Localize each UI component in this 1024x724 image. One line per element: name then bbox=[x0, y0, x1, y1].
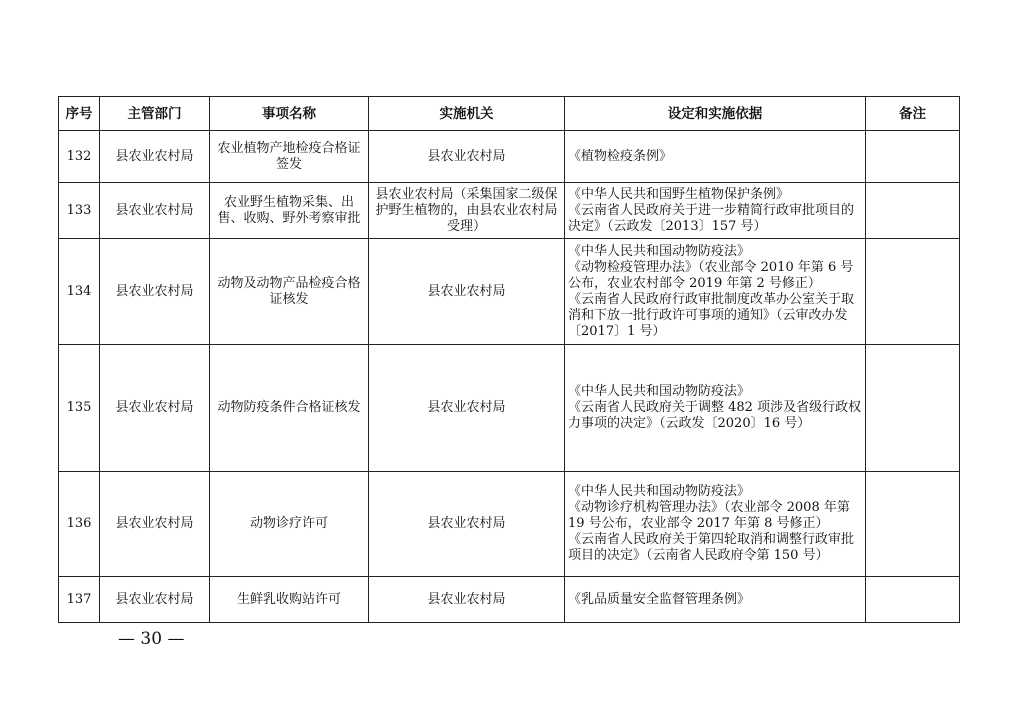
row-seq: 137 bbox=[59, 577, 100, 623]
header-dept: 主管部门 bbox=[100, 97, 210, 131]
row-agency: 县农业农村局 bbox=[369, 472, 565, 577]
row-item: 动物防疫条件合格证核发 bbox=[210, 345, 369, 472]
row-basis bbox=[565, 183, 866, 239]
basis-line: 《中华人民共和国动物防疫法》 bbox=[568, 384, 751, 399]
basis-line: 《云南省人民政府关于进一步精简行政审批项目的决定》（云政发〔2013〕157 号） bbox=[568, 202, 855, 234]
row-item: 生鲜乳收购站许可 bbox=[210, 577, 369, 623]
row-seq: 135 bbox=[59, 345, 100, 472]
row-basis bbox=[565, 577, 866, 623]
basis-line: 《云南省人民政府关于调整 482 项涉及省级行政权力事项的决定》（云政发〔2020〕16 号） bbox=[568, 400, 862, 431]
row-dept: 县农业农村局 bbox=[100, 239, 210, 345]
row-item: 动物诊疗许可 bbox=[210, 472, 369, 577]
approval-items-table bbox=[58, 96, 960, 623]
row-seq: 134 bbox=[59, 239, 100, 345]
basis-line: 《中华人民共和国野生植物保护条例》 bbox=[568, 186, 790, 202]
basis-line: 《云南省人民政府行政审批制度改革办公室关于取消和下放一批行政许可事项的通知》（云审改办发〔2017〕1 号） bbox=[568, 291, 855, 339]
table-row bbox=[59, 239, 960, 345]
header-agency: 实施机关 bbox=[369, 97, 565, 131]
row-agency: 县农业农村局 bbox=[369, 239, 565, 345]
row-dept: 县农业农村局 bbox=[100, 183, 210, 239]
row-seq: 136 bbox=[59, 472, 100, 577]
row-dept: 县农业农村局 bbox=[100, 577, 210, 623]
header-note: 备注 bbox=[866, 97, 960, 131]
row-dept: 县农业农村局 bbox=[100, 472, 210, 577]
table-header-row bbox=[59, 97, 960, 131]
row-item: 动物及动物产品检疫合格证核发 bbox=[210, 239, 369, 345]
row-seq: 132 bbox=[59, 131, 100, 183]
row-seq: 133 bbox=[59, 183, 100, 239]
basis-line: 《中华人民共和国动物防疫法》 bbox=[568, 243, 751, 259]
header-item: 事项名称 bbox=[210, 97, 369, 131]
row-basis bbox=[565, 345, 866, 472]
row-basis bbox=[565, 131, 866, 183]
header-basis: 设定和实施依据 bbox=[565, 97, 866, 131]
row-note bbox=[866, 131, 960, 183]
table-row bbox=[59, 577, 960, 623]
row-basis bbox=[565, 472, 866, 577]
basis-line: 《云南省人民政府关于第四轮取消和调整行政审批项目的决定》（云南省人民政府令第 150 号） bbox=[568, 532, 855, 563]
basis-line: 《动物检疫管理办法》（农业部令 2010 年第 6 号公布，农业农村部令 2019 年第 2 号修正） bbox=[568, 259, 854, 291]
row-item: 农业野生植物采集、出售、收购、野外考察审批 bbox=[210, 183, 369, 239]
row-note bbox=[866, 472, 960, 577]
basis-line: 《乳品质量安全监督管理条例》 bbox=[568, 591, 751, 607]
basis-line: 《植物检疫条例》 bbox=[568, 148, 673, 164]
row-basis bbox=[565, 239, 866, 345]
table-row bbox=[59, 131, 960, 183]
row-note bbox=[866, 345, 960, 472]
row-agency: 县农业农村局（采集国家二级保护野生植物的，由县农业农村局受理） bbox=[369, 183, 565, 239]
header-seq: 序号 bbox=[59, 97, 100, 131]
row-agency: 县农业农村局 bbox=[369, 577, 565, 623]
basis-line: 《中华人民共和国动物防疫法》 bbox=[568, 484, 751, 499]
row-dept: 县农业农村局 bbox=[100, 345, 210, 472]
table-row bbox=[59, 472, 960, 577]
row-note bbox=[866, 239, 960, 345]
table-row bbox=[59, 345, 960, 472]
basis-line: 《动物诊疗机构管理办法》（农业部令 2008 年第 19 号公布，农业部令 2017 年第 8 号修正） bbox=[568, 500, 850, 531]
row-note bbox=[866, 577, 960, 623]
row-agency: 县农业农村局 bbox=[369, 345, 565, 472]
page-number: — 30 — bbox=[118, 629, 185, 649]
table-row bbox=[59, 183, 960, 239]
row-dept: 县农业农村局 bbox=[100, 131, 210, 183]
row-agency: 县农业农村局 bbox=[369, 131, 565, 183]
row-item: 农业植物产地检疫合格证签发 bbox=[210, 131, 369, 183]
row-note bbox=[866, 183, 960, 239]
